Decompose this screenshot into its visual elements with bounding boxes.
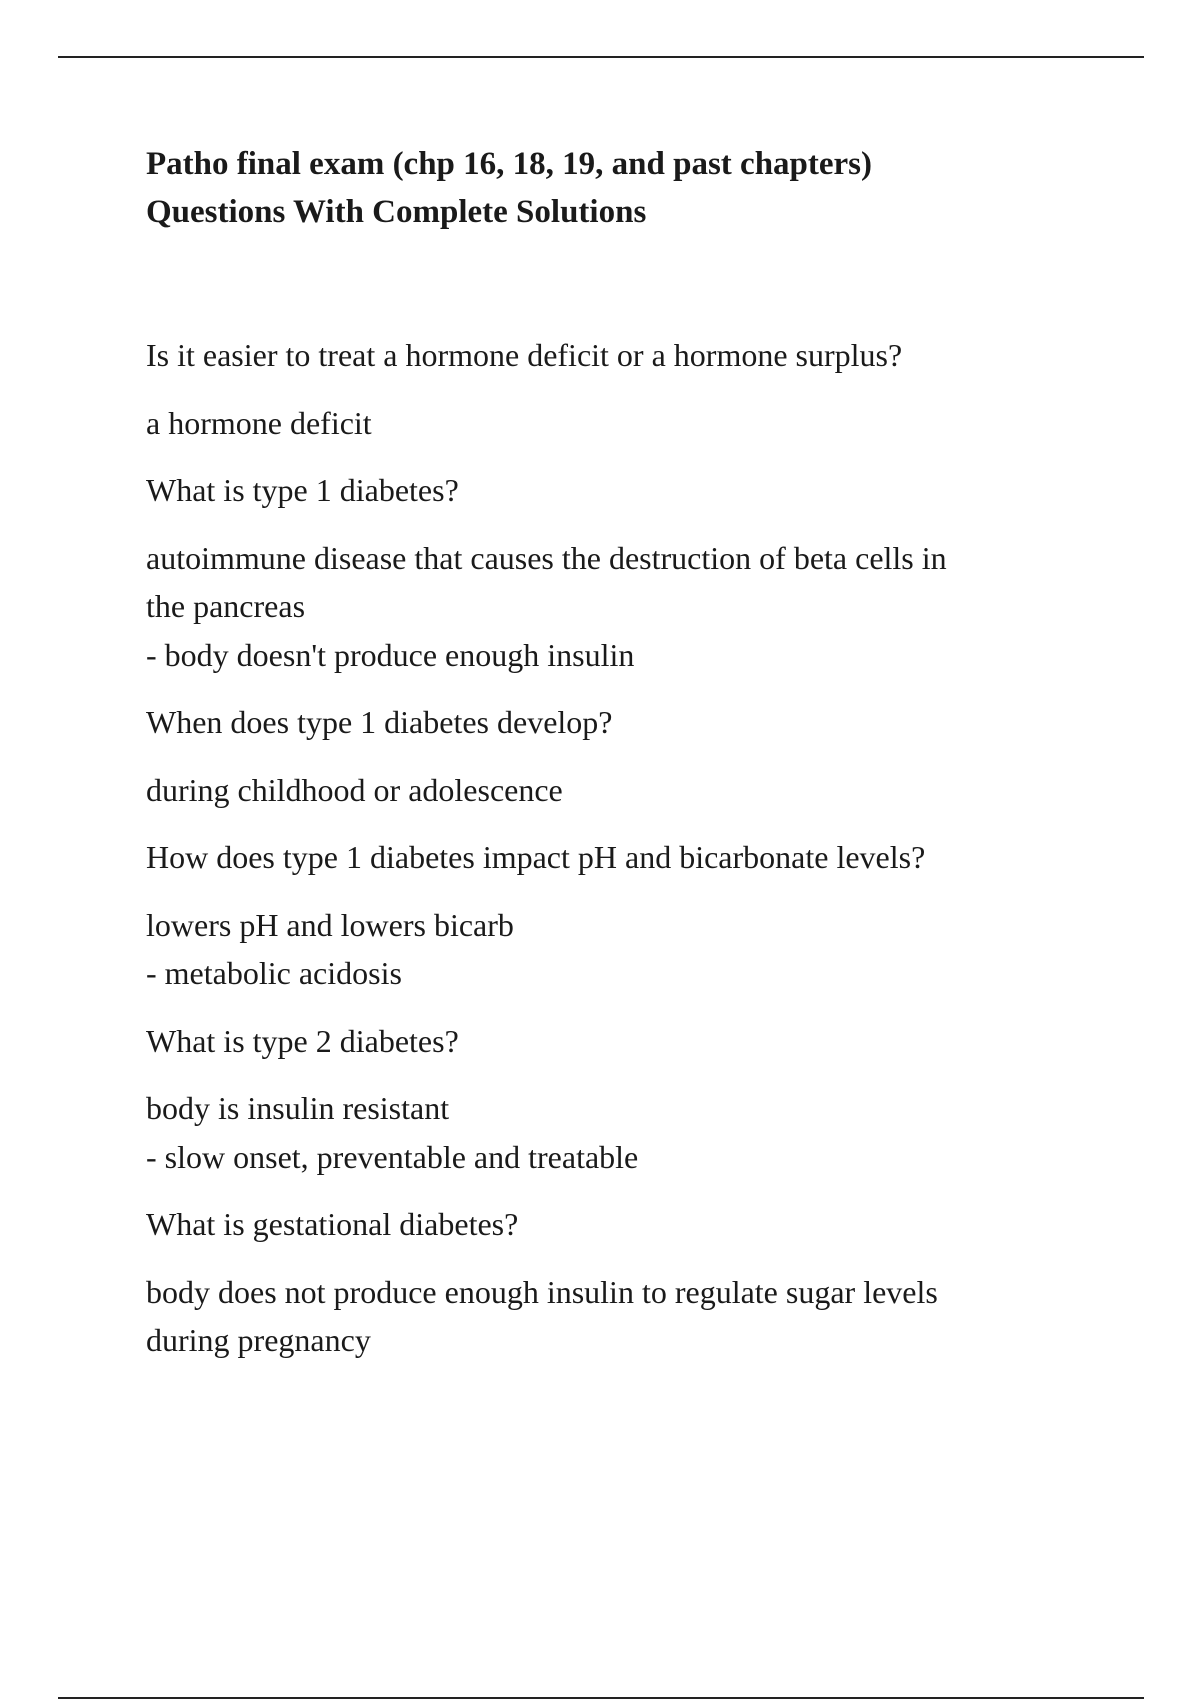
- question: [146, 1017, 1086, 1066]
- question: [146, 1200, 1086, 1249]
- question-text: Is it easier to treat a hormone deficit or a hormone surplus?: [146, 337, 903, 373]
- question-text: What is gestational diabetes?: [146, 1206, 519, 1242]
- answer: [146, 399, 1086, 448]
- document-title-line: Patho final exam (chp 16, 18, 19, and past chapters): [146, 146, 873, 182]
- question: [146, 698, 1086, 747]
- answer-line: autoimmune disease that causes the destruction of beta cells in: [146, 539, 947, 576]
- bottom-divider: [58, 1697, 1144, 1699]
- answer-line: during childhood or adolescence: [146, 771, 563, 808]
- question: [146, 331, 1086, 380]
- document-title-line: Questions With Complete Solutions: [146, 194, 647, 230]
- answer-line: - body doesn't produce enough insulin: [146, 636, 635, 673]
- answer-line: - slow onset, preventable and treatable: [146, 1138, 639, 1175]
- answer-line: - metabolic acidosis: [146, 955, 402, 991]
- answer-line: a hormone deficit: [146, 404, 372, 441]
- document-title: [146, 140, 1086, 236]
- answer-line: the pancreas: [146, 588, 306, 624]
- question: [146, 833, 1086, 882]
- top-divider: [58, 56, 1144, 58]
- answer-line: body is insulin resistant: [146, 1090, 450, 1126]
- question-text: What is type 2 diabetes?: [146, 1022, 459, 1059]
- qa-list: [146, 331, 1086, 1365]
- answer: [146, 766, 1086, 815]
- answer-line: during pregnancy: [146, 1322, 371, 1358]
- question-text: What is type 1 diabetes?: [146, 472, 459, 508]
- answer: [146, 1268, 1086, 1365]
- answer: [146, 534, 1086, 680]
- question: [146, 466, 1086, 515]
- answer: [146, 901, 1086, 998]
- question-text: When does type 1 diabetes develop?: [146, 704, 613, 740]
- answer-line: lowers pH and lowers bicarb: [146, 906, 514, 943]
- answer: [146, 1084, 1086, 1181]
- answer-line: body does not produce enough insulin to regulate sugar levels: [146, 1273, 938, 1310]
- question-text: How does type 1 diabetes impact pH and bicarbonate levels?: [146, 839, 926, 875]
- document-body: [146, 140, 1086, 1384]
